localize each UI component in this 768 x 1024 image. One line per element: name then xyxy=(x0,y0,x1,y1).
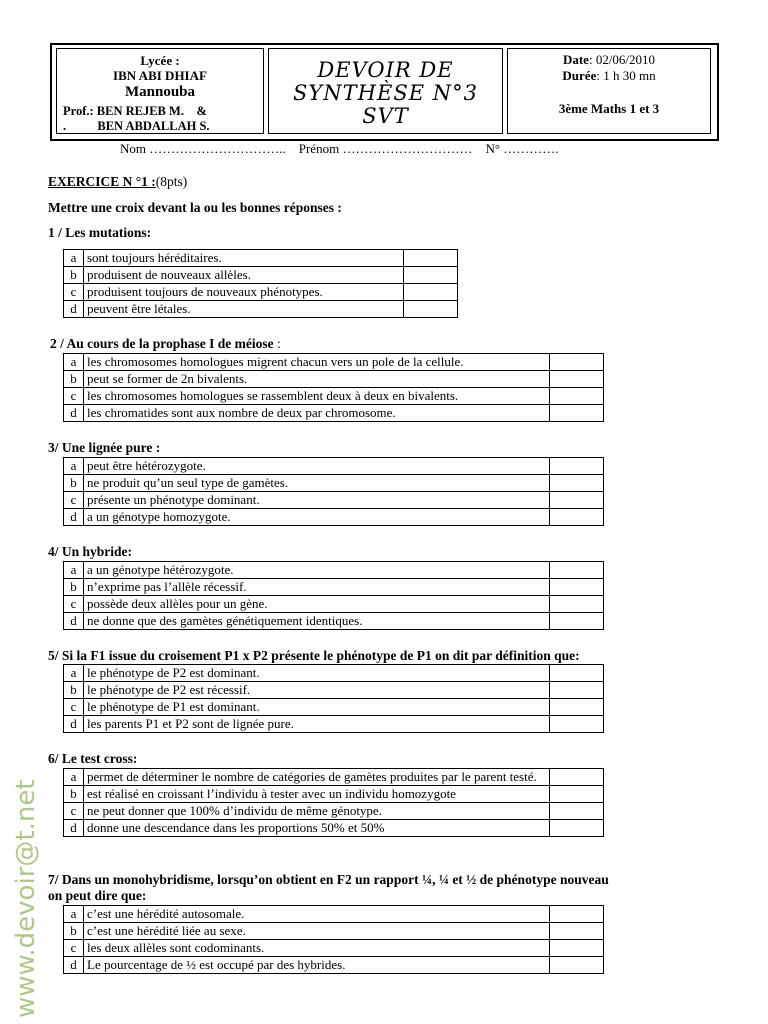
option-letter: d xyxy=(64,509,84,526)
option-row xyxy=(64,458,604,475)
answer-checkbox[interactable] xyxy=(550,699,604,716)
duree-value: : 1 h 30 mn xyxy=(596,68,656,83)
question-2-title xyxy=(50,336,281,352)
option-row xyxy=(64,957,604,974)
option-row xyxy=(64,250,458,267)
answer-checkbox[interactable] xyxy=(550,716,604,733)
option-row xyxy=(64,405,604,422)
option-row xyxy=(64,475,604,492)
option-letter: c xyxy=(64,596,84,613)
exercise-title-text: EXERCICE N °1 : xyxy=(48,174,156,189)
option-letter: b xyxy=(64,371,84,388)
watermark-text: www.devoir@t.net xyxy=(11,779,41,1018)
option-letter: c xyxy=(64,940,84,957)
answer-checkbox[interactable] xyxy=(404,250,458,267)
header-frame xyxy=(50,43,719,141)
option-letter: d xyxy=(64,820,84,837)
option-text: les chromosomes homologues migrent chacun vers un pole de la cellule. xyxy=(84,354,550,371)
question-2-title-text: 2 / Au cours de la prophase I de méiose xyxy=(50,336,274,351)
option-letter: b xyxy=(64,682,84,699)
answer-checkbox[interactable] xyxy=(550,803,604,820)
date-value: : 02/06/2010 xyxy=(588,52,656,67)
option-row xyxy=(64,371,604,388)
option-text: est réalisé en croissant l’individu à tester avec un individu homozygote xyxy=(84,786,550,803)
option-row xyxy=(64,579,604,596)
exercise-instruction: Mettre une croix devant la ou les bonnes réponses : xyxy=(48,200,342,215)
answer-checkbox[interactable] xyxy=(550,769,604,786)
answer-checkbox[interactable] xyxy=(550,509,604,526)
option-letter: b xyxy=(64,475,84,492)
option-row xyxy=(64,596,604,613)
school-city: Mannouba xyxy=(124,84,196,100)
option-text: a un génotype homozygote. xyxy=(84,509,550,526)
option-letter: c xyxy=(64,492,84,509)
answer-checkbox[interactable] xyxy=(550,940,604,957)
option-text: possède deux allèles pour un gène. xyxy=(84,596,550,613)
title-line-3: SVT xyxy=(362,104,409,128)
option-row xyxy=(64,786,604,803)
option-letter: c xyxy=(64,699,84,716)
option-row xyxy=(64,388,604,405)
option-row xyxy=(64,492,604,509)
option-letter: b xyxy=(64,786,84,803)
school-info-box xyxy=(56,48,264,134)
option-letter: c xyxy=(64,803,84,820)
exam-info-box xyxy=(507,48,711,134)
option-row xyxy=(64,613,604,630)
title-line-2: SYNTHÈSE N°3 xyxy=(293,81,478,105)
answer-checkbox[interactable] xyxy=(550,786,604,803)
answer-checkbox[interactable] xyxy=(550,906,604,923)
option-row xyxy=(64,682,604,699)
title-line-1: DEVOIR DE xyxy=(317,58,454,82)
option-letter: b xyxy=(64,579,84,596)
option-row xyxy=(64,820,604,837)
option-text: produisent de nouveaux allèles. xyxy=(84,267,404,284)
option-text: les parents P1 et P2 sont de lignée pure. xyxy=(84,716,550,733)
option-text: ne produit qu’un seul type de gamètes. xyxy=(84,475,550,492)
option-letter: a xyxy=(64,562,84,579)
answer-checkbox[interactable] xyxy=(550,562,604,579)
option-row xyxy=(64,665,604,682)
exercise-title xyxy=(48,174,187,190)
option-text: donne une descendance dans les proportions 50% et 50% xyxy=(84,820,550,837)
option-letter: a xyxy=(64,458,84,475)
option-row xyxy=(64,699,604,716)
answer-checkbox[interactable] xyxy=(550,354,604,371)
answer-checkbox[interactable] xyxy=(404,267,458,284)
answer-checkbox[interactable] xyxy=(550,492,604,509)
question-3-table xyxy=(63,457,604,526)
date-label: Date xyxy=(562,52,589,67)
option-row xyxy=(64,284,458,301)
option-text: peut être hétérozygote. xyxy=(84,458,550,475)
answer-checkbox[interactable] xyxy=(550,613,604,630)
option-row xyxy=(64,803,604,820)
option-text: peut se former de 2n bivalents. xyxy=(84,371,550,388)
option-text: produisent toujours de nouveaux phénotypes. xyxy=(84,284,404,301)
question-6-table xyxy=(63,768,604,837)
option-letter: c xyxy=(64,284,84,301)
duree-line xyxy=(508,69,710,83)
answer-checkbox[interactable] xyxy=(550,579,604,596)
question-2-title-suffix: : xyxy=(273,336,281,351)
question-7-title-line-2: on peut dire que: xyxy=(48,888,147,903)
answer-checkbox[interactable] xyxy=(550,596,604,613)
option-row xyxy=(64,906,604,923)
question-5-table xyxy=(63,664,604,733)
question-2-table xyxy=(63,353,604,422)
option-row xyxy=(64,769,604,786)
prof-line-1: Prof.: BEN REJEB M. & xyxy=(63,104,207,118)
option-text: les chromatides sont aux nombre de deux par chromosome. xyxy=(84,405,550,422)
question-4-table xyxy=(63,561,604,630)
question-7-table xyxy=(63,905,604,974)
answer-checkbox[interactable] xyxy=(550,475,604,492)
option-letter: c xyxy=(64,388,84,405)
answer-checkbox[interactable] xyxy=(550,957,604,974)
question-1-title: 1 / Les mutations: xyxy=(48,225,152,240)
student-info-line: Nom ………………………….. Prénom ………………………… N° …………. xyxy=(120,141,559,156)
option-letter: a xyxy=(64,906,84,923)
answer-checkbox[interactable] xyxy=(550,923,604,940)
option-letter: a xyxy=(64,665,84,682)
option-text: c’est une hérédité liée au sexe. xyxy=(84,923,550,940)
exercise-points: (8pts) xyxy=(155,174,188,189)
option-row xyxy=(64,354,604,371)
option-letter: d xyxy=(64,716,84,733)
option-row xyxy=(64,923,604,940)
option-row xyxy=(64,940,604,957)
answer-checkbox[interactable] xyxy=(404,301,458,318)
answer-checkbox[interactable] xyxy=(550,820,604,837)
option-letter: d xyxy=(64,613,84,630)
option-row xyxy=(64,509,604,526)
answer-checkbox[interactable] xyxy=(550,665,604,682)
option-letter: d xyxy=(64,957,84,974)
option-text: le phénotype de P2 est récessif. xyxy=(84,682,550,699)
option-text: Le pourcentage de ½ est occupé par des hybrides. xyxy=(84,957,550,974)
option-letter: a xyxy=(64,250,84,267)
answer-checkbox[interactable] xyxy=(550,682,604,699)
option-row xyxy=(64,562,604,579)
answer-checkbox[interactable] xyxy=(550,371,604,388)
class-label: 3ème Maths 1 et 3 xyxy=(558,101,660,116)
option-text: ne peut donner que 100% d’individu de même génotype. xyxy=(84,803,550,820)
answer-checkbox[interactable] xyxy=(550,405,604,422)
option-row xyxy=(64,301,458,318)
school-name: IBN ABI DHIAF xyxy=(113,68,207,83)
option-text: n’exprime pas l’allèle récessif. xyxy=(84,579,550,596)
question-6-title: 6/ Le test cross: xyxy=(48,751,138,766)
option-letter: a xyxy=(64,769,84,786)
school-label: Lycée : xyxy=(140,53,180,68)
option-text: ne donne que des gamètes génétiquement identiques. xyxy=(84,613,550,630)
question-1-table xyxy=(63,249,458,318)
option-letter: a xyxy=(64,354,84,371)
question-7-title-line-1: 7/ Dans un monohybridisme, lorsqu’on obtient en F2 un rapport ¼, ¼ et ½ de phénotype nouveau xyxy=(48,872,609,887)
watermark-logo xyxy=(8,700,42,1020)
option-text: les deux allèles sont codominants. xyxy=(84,940,550,957)
option-row xyxy=(64,716,604,733)
option-letter: d xyxy=(64,301,84,318)
answer-checkbox[interactable] xyxy=(550,388,604,405)
title-box xyxy=(268,48,503,134)
question-3-title: 3/ Une lignée pure : xyxy=(48,440,161,455)
prof-line-2: . BEN ABDALLAH S. xyxy=(63,119,210,133)
answer-checkbox[interactable] xyxy=(404,284,458,301)
answer-checkbox[interactable] xyxy=(550,458,604,475)
option-text: permet de déterminer le nombre de catégories de gamètes produites par le parent testé. xyxy=(84,769,550,786)
option-text: le phénotype de P1 est dominant. xyxy=(84,699,550,716)
date-line xyxy=(508,53,710,67)
option-text: peuvent être létales. xyxy=(84,301,404,318)
option-text: c’est une hérédité autosomale. xyxy=(84,906,550,923)
option-row xyxy=(64,267,458,284)
option-text: présente un phénotype dominant. xyxy=(84,492,550,509)
option-text: le phénotype de P2 est dominant. xyxy=(84,665,550,682)
option-text: les chromosomes homologues se rassemblent deux à deux en bivalents. xyxy=(84,388,550,405)
option-letter: b xyxy=(64,267,84,284)
option-text: sont toujours héréditaires. xyxy=(84,250,404,267)
option-text: a un génotype hétérozygote. xyxy=(84,562,550,579)
option-letter: d xyxy=(64,405,84,422)
option-letter: b xyxy=(64,923,84,940)
duree-label: Durée xyxy=(562,68,597,83)
question-5-title: 5/ Si la F1 issue du croisement P1 x P2 présente le phénotype de P1 on dit par définition que: xyxy=(48,648,580,663)
question-4-title: 4/ Un hybride: xyxy=(48,544,133,559)
